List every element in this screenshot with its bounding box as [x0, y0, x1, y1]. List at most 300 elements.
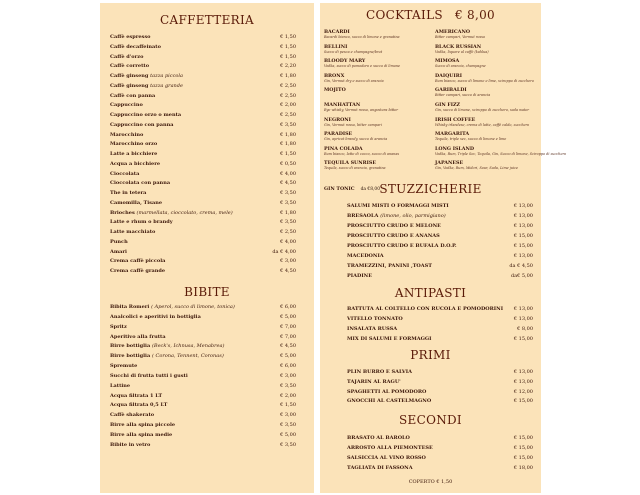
menu-item — [110, 228, 296, 238]
menu-item-price: da € 4,50 — [509, 263, 533, 269]
menu-item-name: Bibite in vetro — [110, 441, 151, 448]
menu-item — [347, 231, 533, 241]
menu-item — [347, 201, 533, 211]
menu-item — [110, 382, 296, 392]
menu-item — [110, 53, 296, 63]
menu-item-price: € 3,00 — [280, 372, 296, 379]
menu-item-name: Cappuccino con panna — [110, 121, 174, 128]
menu-item-name: ARROSTO ALLA PIEMONTESE — [347, 445, 433, 451]
cocktail-description: Gin, Vodka, Rum, Midori, Sour, Soda, Lime juice — [435, 166, 518, 171]
menu-item-label — [110, 209, 233, 219]
menu-item-label — [110, 431, 172, 441]
menu-item-name: VITELLO TONNATO — [347, 316, 403, 322]
menu-item-label — [110, 199, 162, 209]
cocktail-item — [324, 160, 422, 175]
menu-item-name: PROSCIUTTO CRUDO E BUFALA D.O.P. — [347, 243, 457, 249]
menu-item-price: € 3,00 — [280, 258, 296, 265]
menu-item — [347, 443, 533, 453]
menu-item-name: The in tetera — [110, 190, 147, 196]
cocktail-name: NEGRONI — [324, 116, 351, 123]
menu-item-note: (marmellata, cioccolato, crema, mele) — [136, 209, 233, 216]
menu-item-label — [347, 433, 410, 443]
menu-item — [347, 251, 533, 261]
cocktail-item — [435, 102, 533, 117]
menu-item — [347, 433, 533, 443]
menu-item-label — [110, 401, 167, 411]
menu-item — [347, 314, 533, 324]
menu-item-name: Acqua a bicchiere — [110, 160, 161, 167]
menu-item — [347, 261, 533, 271]
menu-item-name: Caffè ginseng — [110, 73, 149, 79]
menu-item-label — [110, 267, 165, 277]
menu-item-price: € 13,00 — [513, 369, 533, 375]
menu-item — [110, 62, 296, 72]
menu-item-name: Latte a bicchiere — [110, 151, 158, 157]
menu-item-label — [110, 62, 149, 72]
menu-item — [110, 189, 296, 199]
cocktail-item — [435, 29, 533, 44]
menu-item-label — [110, 179, 170, 189]
menu-item-price: € 3,50 — [280, 422, 296, 429]
menu-item — [110, 372, 296, 382]
menu-item-label — [110, 53, 143, 63]
menu-item-price: € 12,00 — [513, 388, 533, 395]
cocktail-name: LONG ISLAND — [435, 145, 475, 152]
cocktail-description: Gin, Vermut rosso, bitter campari — [324, 122, 382, 127]
menu-item-price: € 15,00 — [513, 455, 533, 461]
menu-item-label — [347, 304, 503, 314]
menu-item-price: € 15,00 — [513, 336, 533, 342]
menu-item-price: € 13,00 — [513, 316, 533, 322]
menu-item — [110, 267, 296, 277]
menu-item-price: € 3,50 — [280, 382, 296, 389]
menu-item-name: Brioches — [110, 209, 135, 216]
menu-item-price: € 4,50 — [280, 343, 296, 350]
cocktail-item — [435, 73, 533, 88]
menu-item — [347, 397, 533, 407]
cocktail-name: GIN TONIC — [324, 185, 355, 192]
cocktails-list-right — [435, 29, 567, 175]
menu-item-price: € 5,00 — [280, 431, 296, 438]
cocktail-name: PARADISE — [324, 131, 353, 138]
menu-item-name: Amari — [110, 248, 127, 255]
menu-item-price: € 3,00 — [280, 412, 296, 419]
menu-item — [110, 257, 296, 267]
cocktail-description: Tequila, succo di arancia, granatina — [324, 166, 386, 171]
cocktail-description: Bitter campari, Vermut rosso — [435, 35, 485, 39]
menu-item-price: € 2,50 — [280, 92, 296, 99]
menu-item-name: Latte e rhum o brandy — [110, 219, 173, 226]
menu-item-name: Spritz — [110, 323, 127, 330]
cocktail-name: DAIQUIRI — [435, 72, 462, 79]
menu-item — [110, 218, 296, 228]
menu-item-label — [110, 228, 155, 238]
cocktail-name: GARIBALDI — [435, 87, 467, 94]
menu-item-label — [347, 388, 426, 398]
primi-list — [347, 368, 533, 407]
menu-item-name: Crema caffè grande — [110, 268, 166, 274]
menu-item — [110, 323, 296, 333]
menu-item-name: PLIN BURRO E SALVIA — [347, 369, 412, 375]
menu-item — [347, 324, 533, 334]
cocktail-description: Vodka, liquore al caffè (kahlua) — [435, 49, 489, 54]
cocktail-item — [435, 58, 533, 73]
cocktail-description: Gin, apricot brandy, succo di arancia — [324, 137, 388, 142]
menu-item-price: € 4,50 — [280, 180, 296, 187]
menu-item-label — [110, 352, 224, 362]
menu-item-price: € 3,50 — [280, 199, 296, 206]
menu-item — [347, 211, 533, 221]
menu-item-label — [347, 324, 397, 334]
menu-item-price: € 2,00 — [280, 392, 296, 399]
menu-item-name: Caffè ginseng — [110, 82, 149, 89]
menu-item-label — [110, 43, 161, 53]
menu-item — [347, 388, 533, 398]
menu-item — [110, 131, 296, 141]
menu-item — [110, 121, 296, 131]
menu-item-name: Birre bottiglia — [110, 343, 151, 350]
secondi-title: SECONDI — [399, 413, 462, 427]
menu-item-label — [110, 92, 155, 102]
menu-item-label — [110, 421, 175, 431]
menu-item-label — [110, 362, 137, 372]
menu-item — [110, 333, 296, 343]
menu-item-label — [110, 111, 181, 121]
cocktail-item — [324, 87, 422, 102]
menu-item-price: € 18,00 — [513, 465, 533, 471]
menu-item-price: € 6,00 — [280, 363, 296, 370]
menu-item-price: € 15,00 — [513, 445, 533, 451]
menu-item-price: € 4,50 — [280, 268, 296, 274]
menu-item-price: € 1,80 — [280, 131, 296, 138]
menu-item-label — [110, 189, 146, 199]
menu-item — [110, 92, 296, 102]
menu-item-label — [110, 170, 139, 180]
menu-item-label — [347, 271, 372, 281]
menu-item-note: tazza grande — [150, 82, 183, 89]
menu-item-name: INSALATA RUSSA — [347, 326, 398, 332]
menu-item-name: Acqua filtrata 0,5 LT — [110, 402, 168, 409]
cocktail-description: Whisky irlandese, crema di latte, caffè caldo, zucchero — [435, 122, 530, 127]
menu-item-label — [110, 238, 128, 248]
menu-item — [110, 179, 296, 189]
menu-item-name: Cioccolata — [110, 170, 140, 177]
menu-item — [110, 33, 296, 43]
menu-item-name: SALUMI MISTI O FORMAGGI MISTI — [347, 203, 449, 209]
menu-item-price: € 7,00 — [280, 323, 296, 330]
cocktail-name: GIN FIZZ — [435, 101, 461, 108]
menu-item-name: TAJARIN AL RAGU' — [347, 378, 401, 385]
menu-item-name: Crema caffè piccola — [110, 258, 166, 265]
menu-item — [110, 238, 296, 248]
menu-item-price: € 4,00 — [280, 170, 296, 177]
cocktail-description: Gin, Vermut dry e succo di arancia — [324, 78, 384, 83]
menu-item — [110, 352, 296, 362]
menu-item-name: Latte macchiato — [110, 229, 156, 235]
menu-item-name: Caffè espresso — [110, 34, 151, 40]
menu-item — [347, 463, 533, 473]
cocktail-name: MARGARITA — [435, 131, 470, 138]
menu-item — [110, 72, 296, 82]
cocktail-item — [324, 44, 422, 59]
menu-item-name: Lattine — [110, 382, 131, 389]
menu-item — [110, 441, 296, 451]
menu-item-label — [347, 378, 401, 388]
menu-item — [110, 342, 296, 352]
cocktail-description: Gin, succo di limone, sciroppo di zucchero, soda water — [435, 107, 529, 112]
menu-item — [110, 140, 296, 150]
menu-item-name: Birre alla spina piccole — [110, 422, 176, 429]
menu-item-name: Analcolici e aperitivi in bottiglia — [110, 313, 201, 320]
menu-item-price: € 1,80 — [280, 141, 296, 148]
menu-item-label — [110, 82, 183, 92]
menu-item-label — [347, 397, 431, 407]
menu-item-name: Caffè corretto — [110, 63, 150, 70]
menu-item-price: € 0,50 — [280, 160, 296, 167]
menu-item-name: BATTUTA AL COLTELLO CON RUCOLA E POMODORINI — [347, 306, 504, 312]
menu-item-label — [347, 453, 426, 463]
menu-item-price: € 2,00 — [280, 102, 296, 109]
cocktails-price: € 8,00 — [454, 8, 495, 22]
menu-item-name: BRASATO AL BAROLO — [347, 435, 410, 441]
menu-item-note: ( Corona, Tennent, Coronas) — [151, 353, 224, 360]
menu-item-label — [347, 221, 441, 231]
cocktail-name: MANHATTAN — [324, 101, 361, 108]
menu-item-label — [347, 211, 446, 221]
menu-item-label — [110, 257, 165, 267]
menu-item-name: Spremute — [110, 363, 138, 370]
menu-item-note: tazza piccola — [150, 73, 183, 79]
menu-item-price: € 1,80 — [280, 209, 296, 216]
primi-title: PRIMI — [410, 348, 451, 362]
menu-item-label — [110, 150, 157, 160]
menu-item-name: MACEDONIA — [347, 253, 384, 259]
menu-item — [110, 362, 296, 372]
menu-item-price: € 4,00 — [280, 238, 296, 245]
antipasti-list — [347, 304, 533, 344]
menu-item-label — [110, 248, 127, 258]
menu-item-price: € 15,00 — [513, 233, 533, 239]
menu-item-name: Camomilla, Tisane — [110, 199, 163, 206]
menu-item-name: Birre alla spina medie — [110, 431, 173, 438]
menu-item-label — [110, 372, 188, 382]
menu-item-price: € 13,00 — [513, 223, 533, 229]
menu-item-name: Birre bottiglia — [110, 353, 151, 360]
cocktail-name: BLOODY MARY — [324, 58, 366, 65]
menu-item-price: € 2,50 — [280, 112, 296, 118]
menu-item-price: € 8,00 — [517, 326, 533, 332]
menu-item-name: TAGLIATA DI FASSONA — [347, 465, 413, 471]
cocktail-name: IRISH COFFEE — [435, 116, 476, 123]
menu-item-name: Acqua filtrata 1 LT — [110, 392, 163, 399]
cocktail-description: Tequila, triple sec, succo di limone e lime — [435, 137, 507, 142]
cocktail-item — [324, 58, 422, 73]
menu-item-name: Caffè d'orzo — [110, 53, 144, 60]
menu-left-panel — [100, 3, 314, 493]
menu-item-name: Cappuccino — [110, 102, 143, 109]
menu-right-panel — [320, 3, 567, 493]
cocktail-item — [324, 102, 422, 117]
cocktail-description: Vodka, succo di pomodoro e succo di limone — [324, 64, 401, 69]
cocktail-description: Bitter campari, succo di arancia — [435, 93, 491, 98]
menu-item-price: € 1,80 — [280, 73, 296, 79]
menu-item-price: € 3,50 — [280, 121, 296, 128]
menu-item-name: PROSCIUTTO CRUDO E ANANAS — [347, 233, 440, 239]
menu-item-name: SPAGHETTI AL POMODORO — [347, 388, 427, 395]
menu-item — [110, 431, 296, 441]
cocktail-item — [324, 29, 422, 44]
menu-item — [110, 101, 296, 111]
menu-item-price: € 13,00 — [513, 306, 533, 312]
menu-item-price: da€ 5,00 — [510, 273, 533, 279]
cocktail-name: MIMOSA — [435, 58, 460, 65]
menu-item — [110, 421, 296, 431]
menu-item-name: Cioccolata con panna — [110, 180, 171, 187]
cocktail-item — [324, 146, 422, 161]
menu-item — [110, 160, 296, 170]
menu-item — [110, 170, 296, 180]
menu-item-price: € 5,00 — [280, 313, 296, 320]
menu-item-name: Marocchino — [110, 131, 144, 138]
menu-item-label — [110, 33, 151, 43]
menu-item — [110, 401, 296, 411]
menu-item-price: € 3,50 — [280, 219, 296, 226]
cocktail-description: Rum bianco, succo di limone e lime, sciroppo di zucchero — [435, 78, 534, 83]
menu-item-note: (limone, olio, parmigiano) — [380, 213, 446, 219]
menu-item-label — [110, 342, 224, 352]
menu-item-name: Succhi di frutta tutti i gusti — [110, 372, 188, 379]
menu-item-name: Caffè decaffeinato — [110, 43, 161, 50]
menu-item-label — [110, 392, 162, 402]
menu-item-name: PROSCIUTTO CRUDO E MELONE — [347, 223, 441, 229]
menu-item — [347, 453, 533, 463]
cocktail-name: TEQUILA SUNRISE — [324, 160, 376, 167]
menu-item-label — [110, 313, 201, 323]
cocktail-name: JAPANESE — [435, 160, 464, 167]
antipasti-title: ANTIPASTI — [394, 286, 467, 300]
menu-item-name: TRAMEZZINI, PANINI ,TOAST — [347, 263, 432, 269]
cocktail-item — [324, 131, 422, 146]
bibite-list — [110, 303, 296, 451]
menu-item-price: € 13,00 — [513, 378, 533, 385]
menu-item-name: SALSICCIA AL VINO ROSSO — [347, 455, 426, 461]
menu-item-name: Caffè shakerato — [110, 412, 155, 419]
menu-item — [110, 313, 296, 323]
menu-item-label — [110, 441, 150, 451]
menu-item — [347, 304, 533, 314]
menu-item-label — [347, 368, 412, 378]
cocktail-name: MOJITO — [324, 87, 346, 94]
menu-item-label — [110, 323, 127, 333]
menu-item-label — [347, 231, 440, 241]
menu-item — [347, 368, 533, 378]
menu-item — [347, 378, 533, 388]
menu-item — [110, 82, 296, 92]
menu-item-name: Aperitivo alla frutta — [110, 333, 166, 340]
stuzzicherie-list — [347, 201, 533, 281]
menu-item-label — [110, 140, 157, 150]
menu-item-price: € 13,00 — [513, 203, 533, 209]
menu-item-label — [110, 160, 160, 170]
menu-item-label — [110, 333, 166, 343]
cocktail-item — [324, 73, 422, 88]
cocktail-description: Vodka, Rum, Triple Sec, Tequila, Gin, Succo di limone, Sciroppo di zucchero — [435, 151, 567, 156]
menu-item-price: € 5,00 — [280, 353, 296, 360]
cocktail-name: BRONX — [324, 72, 345, 79]
menu-item — [110, 303, 296, 313]
menu-item-price: € 15,00 — [513, 435, 533, 441]
cocktail-name: BELLINI — [324, 43, 348, 50]
menu-item-price: € 3,50 — [280, 190, 296, 196]
menu-item-name: Bibita Romeri — [110, 304, 150, 310]
menu-item-label — [347, 261, 432, 271]
menu-item-name: GNOCCHI AL CASTELMAGNO — [347, 398, 432, 405]
menu-item-price: € 13,00 — [513, 213, 533, 219]
menu-item-price: € 7,00 — [280, 333, 296, 340]
menu-item-label — [110, 121, 174, 131]
menu-item-label — [347, 251, 384, 261]
cocktail-item — [435, 145, 567, 161]
menu-item-price: € 3,50 — [280, 441, 296, 448]
menu-item — [347, 221, 533, 231]
cocktail-name: AMERICANO — [435, 29, 471, 35]
menu-item-note: (Beck's, Ichnusa, Menabrea) — [151, 343, 225, 350]
cocktail-item — [435, 44, 533, 59]
cocktail-item — [435, 87, 533, 102]
menu-item-name: Caffè con panna — [110, 92, 156, 99]
menu-item-price: € 1,50 — [280, 402, 296, 409]
bibite-title: BIBITE — [184, 285, 230, 299]
menu-item-label — [110, 411, 154, 421]
menu-item-label — [110, 218, 173, 228]
menu-item-name: BRESAOLA — [347, 213, 379, 219]
cocktail-description: Rye whisky, Vermut rosso, angostura bitter — [324, 107, 399, 112]
cocktail-item — [435, 160, 533, 175]
cocktails-title — [320, 8, 541, 22]
coperto-note: COPERTO € 1,50 — [408, 479, 453, 485]
menu-item-price: € 13,00 — [513, 253, 533, 259]
menu-item-name: MIX DI SALUMI E FORMAGGI — [347, 336, 432, 342]
menu-item — [347, 334, 533, 344]
cocktail-name: BLACK RUSSIAN — [435, 43, 482, 50]
cocktail-price: da €8,00 — [360, 186, 380, 192]
menu-item — [110, 199, 296, 209]
menu-item-price: € 15,00 — [513, 243, 533, 249]
menu-item-label — [347, 201, 449, 211]
menu-item-name: Punch — [110, 238, 128, 245]
menu-item-name: Marocchino orzo — [110, 141, 158, 148]
caffetteria-list — [110, 33, 296, 277]
menu-item-price: € 2,20 — [280, 63, 296, 70]
menu-item-label — [110, 382, 130, 392]
menu-item-note: ( Aperol, succo di limone, tonica) — [151, 304, 235, 310]
menu-item-label — [347, 314, 403, 324]
menu-item-label — [110, 72, 183, 82]
cocktail-name: BACARDI — [324, 29, 350, 35]
cocktail-description: Succo di pesca e champagne/brut — [324, 49, 383, 54]
menu-item-price: € 2,50 — [280, 229, 296, 235]
menu-item-price: da € 4,00 — [272, 248, 296, 255]
menu-item — [110, 392, 296, 402]
menu-item-name: Cappuccino orzo o menta — [110, 112, 182, 118]
cocktail-description: Rum bianco, latte di cocco, succo di ananas — [324, 151, 400, 156]
secondi-list — [347, 433, 533, 473]
menu-item — [110, 248, 296, 258]
cocktails-title-text: COCKTAILS — [366, 8, 443, 22]
menu-item — [110, 209, 296, 219]
menu-item — [110, 411, 296, 421]
menu-item-name: PIADINE — [347, 273, 373, 279]
